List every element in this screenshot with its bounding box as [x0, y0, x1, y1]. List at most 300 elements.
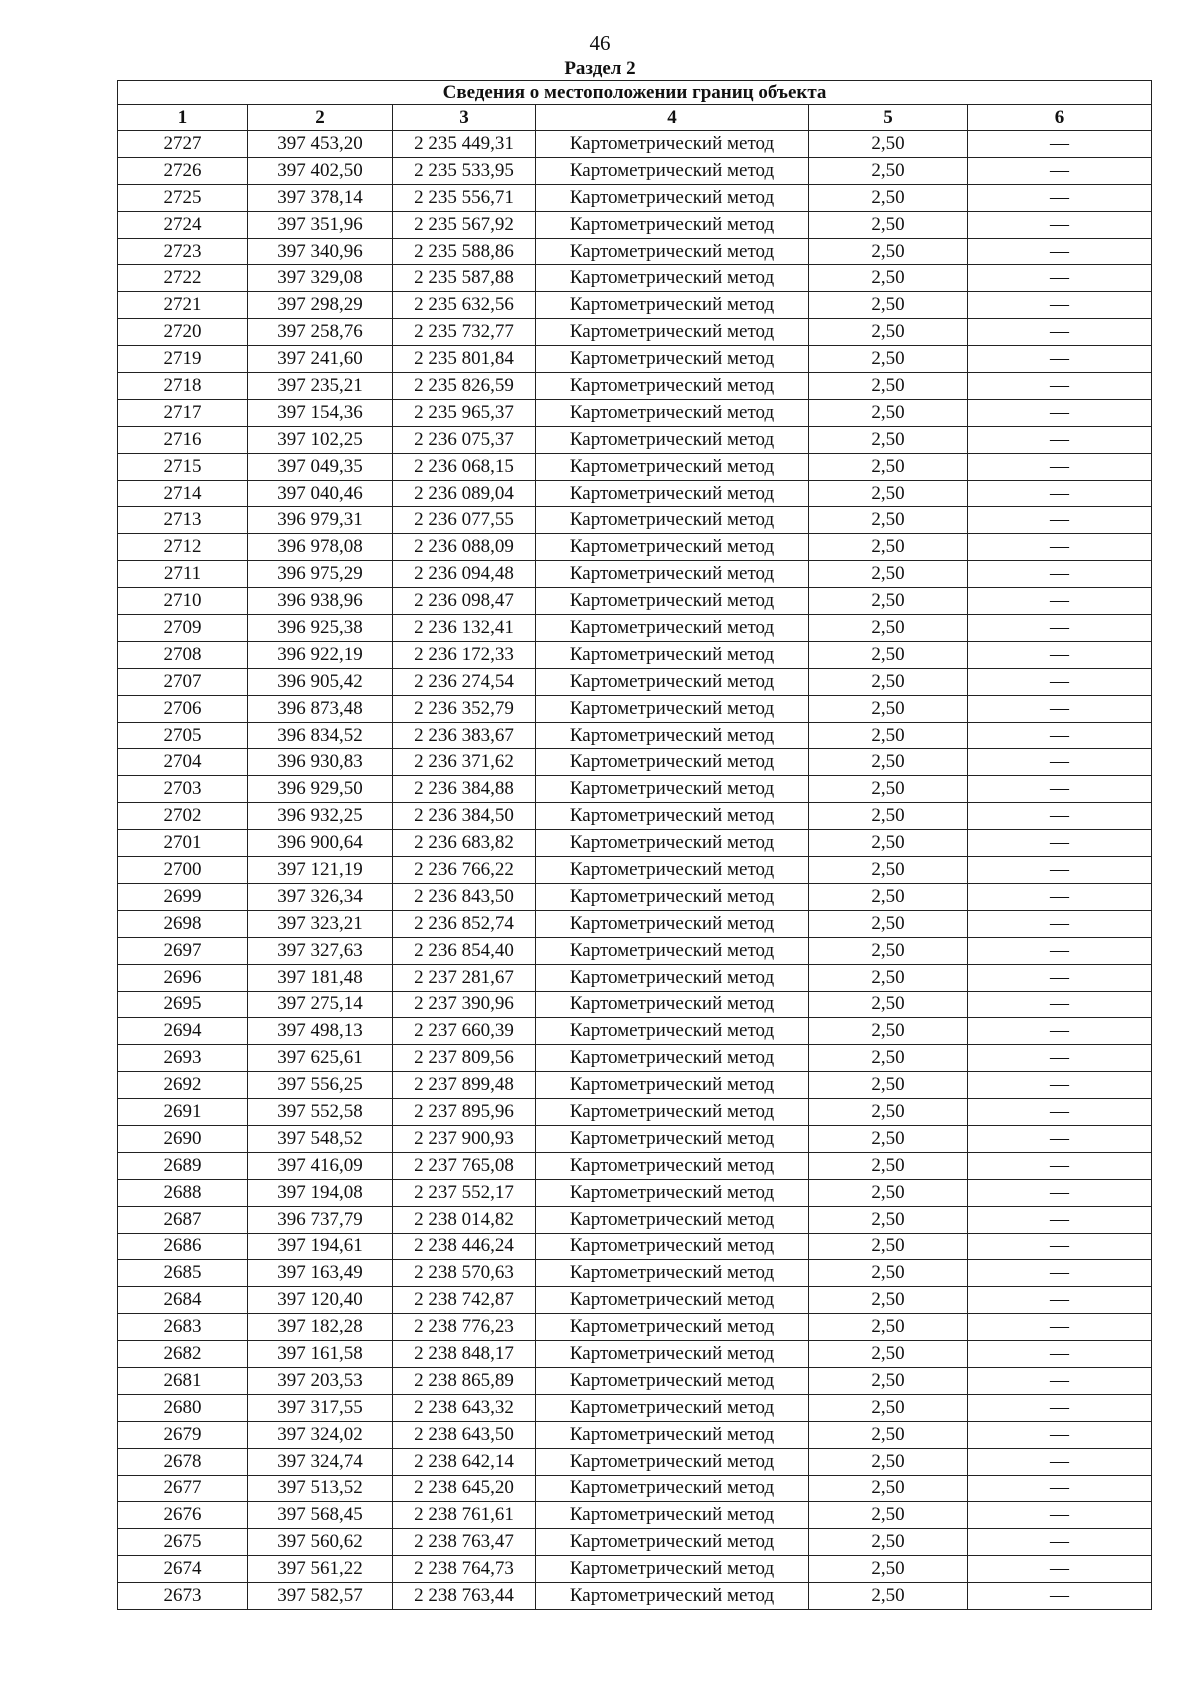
- table-row: [118, 1206, 1152, 1233]
- table-row: [118, 668, 1152, 695]
- point-number-cell: 2684: [118, 1287, 248, 1314]
- x-coordinate-cell: 397 102,25: [248, 426, 393, 453]
- point-number-cell: 2674: [118, 1556, 248, 1583]
- method-cell: Картометрический метод: [536, 1233, 809, 1260]
- method-cell: Картометрический метод: [536, 346, 809, 373]
- x-coordinate-cell: 397 625,61: [248, 1045, 393, 1072]
- table-row: [118, 1233, 1152, 1260]
- table-body: [118, 131, 1152, 1610]
- point-number-cell: 2690: [118, 1125, 248, 1152]
- method-cell: Картометрический метод: [536, 830, 809, 857]
- accuracy-cell: 2,50: [809, 1556, 968, 1583]
- x-coordinate-cell: 396 978,08: [248, 534, 393, 561]
- x-coordinate-cell: 397 324,02: [248, 1421, 393, 1448]
- accuracy-cell: 2,50: [809, 346, 968, 373]
- accuracy-cell: 2,50: [809, 588, 968, 615]
- description-cell: —: [968, 1529, 1152, 1556]
- x-coordinate-cell: 397 582,57: [248, 1583, 393, 1610]
- accuracy-cell: 2,50: [809, 1152, 968, 1179]
- description-cell: —: [968, 749, 1152, 776]
- y-coordinate-cell: 2 235 826,59: [393, 373, 536, 400]
- description-cell: —: [968, 534, 1152, 561]
- method-cell: Картометрический метод: [536, 964, 809, 991]
- point-number-cell: 2703: [118, 776, 248, 803]
- column-header: 4: [536, 105, 809, 131]
- point-number-cell: 2710: [118, 588, 248, 615]
- table-row: [118, 453, 1152, 480]
- column-header: 3: [393, 105, 536, 131]
- column-header: 1: [118, 105, 248, 131]
- table-row: [118, 1125, 1152, 1152]
- x-coordinate-cell: 397 154,36: [248, 399, 393, 426]
- point-number-cell: 2689: [118, 1152, 248, 1179]
- x-coordinate-cell: 396 979,31: [248, 507, 393, 534]
- x-coordinate-cell: 397 552,58: [248, 1099, 393, 1126]
- y-coordinate-cell: 2 236 384,88: [393, 776, 536, 803]
- description-cell: —: [968, 1152, 1152, 1179]
- table-row: [118, 399, 1152, 426]
- point-number-cell: 2720: [118, 319, 248, 346]
- y-coordinate-cell: 2 238 848,17: [393, 1341, 536, 1368]
- table-caption-row: [118, 81, 1152, 105]
- description-cell: —: [968, 722, 1152, 749]
- description-cell: —: [968, 157, 1152, 184]
- table-row: [118, 910, 1152, 937]
- table-row: [118, 238, 1152, 265]
- accuracy-cell: 2,50: [809, 641, 968, 668]
- description-cell: —: [968, 1556, 1152, 1583]
- y-coordinate-cell: 2 236 683,82: [393, 830, 536, 857]
- y-coordinate-cell: 2 236 852,74: [393, 910, 536, 937]
- point-number-cell: 2708: [118, 641, 248, 668]
- table-row: [118, 1502, 1152, 1529]
- description-cell: —: [968, 910, 1152, 937]
- y-coordinate-cell: 2 235 587,88: [393, 265, 536, 292]
- method-cell: Картометрический метод: [536, 265, 809, 292]
- description-cell: —: [968, 1125, 1152, 1152]
- x-coordinate-cell: 397 561,22: [248, 1556, 393, 1583]
- x-coordinate-cell: 396 834,52: [248, 722, 393, 749]
- x-coordinate-cell: 397 568,45: [248, 1502, 393, 1529]
- point-number-cell: 2691: [118, 1099, 248, 1126]
- y-coordinate-cell: 2 238 643,50: [393, 1421, 536, 1448]
- y-coordinate-cell: 2 235 965,37: [393, 399, 536, 426]
- point-number-cell: 2676: [118, 1502, 248, 1529]
- x-coordinate-cell: 396 925,38: [248, 615, 393, 642]
- table-row: [118, 1448, 1152, 1475]
- accuracy-cell: 2,50: [809, 1502, 968, 1529]
- accuracy-cell: 2,50: [809, 991, 968, 1018]
- description-cell: —: [968, 1179, 1152, 1206]
- point-number-cell: 2712: [118, 534, 248, 561]
- point-number-cell: 2692: [118, 1072, 248, 1099]
- table-row: [118, 1421, 1152, 1448]
- table-row: [118, 319, 1152, 346]
- x-coordinate-cell: 397 182,28: [248, 1314, 393, 1341]
- x-coordinate-cell: 397 498,13: [248, 1018, 393, 1045]
- x-coordinate-cell: 396 900,64: [248, 830, 393, 857]
- x-coordinate-cell: 396 938,96: [248, 588, 393, 615]
- y-coordinate-cell: 2 235 588,86: [393, 238, 536, 265]
- point-number-cell: 2705: [118, 722, 248, 749]
- table-row: [118, 346, 1152, 373]
- table-row: [118, 803, 1152, 830]
- description-cell: —: [968, 1099, 1152, 1126]
- method-cell: Картометрический метод: [536, 722, 809, 749]
- section-title: Раздел 2: [564, 58, 636, 79]
- point-number-cell: 2679: [118, 1421, 248, 1448]
- y-coordinate-cell: 2 236 132,41: [393, 615, 536, 642]
- y-coordinate-cell: 2 236 274,54: [393, 668, 536, 695]
- y-coordinate-cell: 2 236 384,50: [393, 803, 536, 830]
- y-coordinate-cell: 2 235 632,56: [393, 292, 536, 319]
- method-cell: Картометрический метод: [536, 453, 809, 480]
- method-cell: Картометрический метод: [536, 615, 809, 642]
- description-cell: —: [968, 373, 1152, 400]
- point-number-cell: 2700: [118, 857, 248, 884]
- x-coordinate-cell: 396 873,48: [248, 695, 393, 722]
- accuracy-cell: 2,50: [809, 668, 968, 695]
- y-coordinate-cell: 2 236 077,55: [393, 507, 536, 534]
- y-coordinate-cell: 2 236 371,62: [393, 749, 536, 776]
- point-number-cell: 2724: [118, 211, 248, 238]
- method-cell: Картометрический метод: [536, 1475, 809, 1502]
- accuracy-cell: 2,50: [809, 211, 968, 238]
- accuracy-cell: 2,50: [809, 937, 968, 964]
- table-row: [118, 1529, 1152, 1556]
- accuracy-cell: 2,50: [809, 722, 968, 749]
- table-row: [118, 1394, 1152, 1421]
- x-coordinate-cell: 397 194,61: [248, 1233, 393, 1260]
- table-row: [118, 830, 1152, 857]
- point-number-cell: 2704: [118, 749, 248, 776]
- y-coordinate-cell: 2 235 533,95: [393, 157, 536, 184]
- method-cell: Картометрический метод: [536, 749, 809, 776]
- point-number-cell: 2711: [118, 561, 248, 588]
- table-row: [118, 964, 1152, 991]
- accuracy-cell: 2,50: [809, 1045, 968, 1072]
- accuracy-cell: 2,50: [809, 561, 968, 588]
- table-row: [118, 507, 1152, 534]
- y-coordinate-cell: 2 238 645,20: [393, 1475, 536, 1502]
- accuracy-cell: 2,50: [809, 292, 968, 319]
- method-cell: Картометрический метод: [536, 373, 809, 400]
- method-cell: Картометрический метод: [536, 211, 809, 238]
- description-cell: —: [968, 292, 1152, 319]
- accuracy-cell: 2,50: [809, 883, 968, 910]
- method-cell: Картометрический метод: [536, 803, 809, 830]
- accuracy-cell: 2,50: [809, 749, 968, 776]
- point-number-cell: 2682: [118, 1341, 248, 1368]
- description-cell: —: [968, 1367, 1152, 1394]
- point-number-cell: 2722: [118, 265, 248, 292]
- y-coordinate-cell: 2 237 899,48: [393, 1072, 536, 1099]
- y-coordinate-cell: 2 236 352,79: [393, 695, 536, 722]
- x-coordinate-cell: 397 556,25: [248, 1072, 393, 1099]
- accuracy-cell: 2,50: [809, 1367, 968, 1394]
- description-cell: —: [968, 883, 1152, 910]
- column-header: 6: [968, 105, 1152, 131]
- point-number-cell: 2688: [118, 1179, 248, 1206]
- table-row: [118, 722, 1152, 749]
- point-number-cell: 2701: [118, 830, 248, 857]
- point-number-cell: 2715: [118, 453, 248, 480]
- table-row: [118, 184, 1152, 211]
- y-coordinate-cell: 2 236 172,33: [393, 641, 536, 668]
- y-coordinate-cell: 2 237 809,56: [393, 1045, 536, 1072]
- point-number-cell: 2702: [118, 803, 248, 830]
- table-row: [118, 937, 1152, 964]
- table-row: [118, 211, 1152, 238]
- method-cell: Картометрический метод: [536, 184, 809, 211]
- method-cell: Картометрический метод: [536, 991, 809, 1018]
- table-row: [118, 1341, 1152, 1368]
- table-row: [118, 480, 1152, 507]
- method-cell: Картометрический метод: [536, 131, 809, 158]
- accuracy-cell: 2,50: [809, 238, 968, 265]
- accuracy-cell: 2,50: [809, 1099, 968, 1126]
- column-header: 2: [248, 105, 393, 131]
- method-cell: Картометрический метод: [536, 1341, 809, 1368]
- coordinates-table: [117, 80, 1152, 1610]
- accuracy-cell: 2,50: [809, 695, 968, 722]
- description-cell: —: [968, 346, 1152, 373]
- method-cell: Картометрический метод: [536, 1287, 809, 1314]
- y-coordinate-cell: 2 238 643,32: [393, 1394, 536, 1421]
- x-coordinate-cell: 397 049,35: [248, 453, 393, 480]
- description-cell: —: [968, 1260, 1152, 1287]
- table-row: [118, 373, 1152, 400]
- point-number-cell: 2725: [118, 184, 248, 211]
- table-row: [118, 157, 1152, 184]
- table-row: [118, 883, 1152, 910]
- method-cell: Картометрический метод: [536, 937, 809, 964]
- table-row: [118, 991, 1152, 1018]
- description-cell: —: [968, 1583, 1152, 1610]
- method-cell: Картометрический метод: [536, 1206, 809, 1233]
- method-cell: Картометрический метод: [536, 426, 809, 453]
- point-number-cell: 2695: [118, 991, 248, 1018]
- description-cell: —: [968, 238, 1152, 265]
- description-cell: —: [968, 265, 1152, 292]
- description-cell: —: [968, 668, 1152, 695]
- y-coordinate-cell: 2 237 900,93: [393, 1125, 536, 1152]
- point-number-cell: 2697: [118, 937, 248, 964]
- table-header-row: [118, 105, 1152, 131]
- description-cell: —: [968, 1233, 1152, 1260]
- description-cell: —: [968, 776, 1152, 803]
- description-cell: —: [968, 131, 1152, 158]
- accuracy-cell: 2,50: [809, 1072, 968, 1099]
- method-cell: Картометрический метод: [536, 883, 809, 910]
- y-coordinate-cell: 2 236 843,50: [393, 883, 536, 910]
- point-number-cell: 2685: [118, 1260, 248, 1287]
- accuracy-cell: 2,50: [809, 1314, 968, 1341]
- accuracy-cell: 2,50: [809, 1341, 968, 1368]
- description-cell: —: [968, 507, 1152, 534]
- x-coordinate-cell: 397 163,49: [248, 1260, 393, 1287]
- method-cell: Картометрический метод: [536, 1072, 809, 1099]
- table-row: [118, 1099, 1152, 1126]
- method-cell: Картометрический метод: [536, 507, 809, 534]
- description-cell: —: [968, 1018, 1152, 1045]
- y-coordinate-cell: 2 235 732,77: [393, 319, 536, 346]
- description-cell: —: [968, 641, 1152, 668]
- description-cell: —: [968, 1475, 1152, 1502]
- x-coordinate-cell: 397 323,21: [248, 910, 393, 937]
- method-cell: Картометрический метод: [536, 1394, 809, 1421]
- table-row: [118, 1556, 1152, 1583]
- method-cell: Картометрический метод: [536, 1152, 809, 1179]
- table-row: [118, 265, 1152, 292]
- method-cell: Картометрический метод: [536, 157, 809, 184]
- point-number-cell: 2716: [118, 426, 248, 453]
- y-coordinate-cell: 2 235 801,84: [393, 346, 536, 373]
- accuracy-cell: 2,50: [809, 319, 968, 346]
- method-cell: Картометрический метод: [536, 776, 809, 803]
- x-coordinate-cell: 397 329,08: [248, 265, 393, 292]
- accuracy-cell: 2,50: [809, 157, 968, 184]
- y-coordinate-cell: 2 236 075,37: [393, 426, 536, 453]
- method-cell: Картометрический метод: [536, 292, 809, 319]
- point-number-cell: 2706: [118, 695, 248, 722]
- x-coordinate-cell: 396 932,25: [248, 803, 393, 830]
- table-row: [118, 641, 1152, 668]
- x-coordinate-cell: 397 560,62: [248, 1529, 393, 1556]
- x-coordinate-cell: 397 298,29: [248, 292, 393, 319]
- y-coordinate-cell: 2 238 742,87: [393, 1287, 536, 1314]
- accuracy-cell: 2,50: [809, 1233, 968, 1260]
- accuracy-cell: 2,50: [809, 480, 968, 507]
- method-cell: Картометрический метод: [536, 561, 809, 588]
- point-number-cell: 2677: [118, 1475, 248, 1502]
- y-coordinate-cell: 2 236 088,09: [393, 534, 536, 561]
- y-coordinate-cell: 2 236 098,47: [393, 588, 536, 615]
- point-number-cell: 2683: [118, 1314, 248, 1341]
- y-coordinate-cell: 2 238 014,82: [393, 1206, 536, 1233]
- x-coordinate-cell: 397 040,46: [248, 480, 393, 507]
- x-coordinate-cell: 396 905,42: [248, 668, 393, 695]
- table-row: [118, 1179, 1152, 1206]
- table-row: [118, 857, 1152, 884]
- y-coordinate-cell: 2 238 763,44: [393, 1583, 536, 1610]
- description-cell: —: [968, 1045, 1152, 1072]
- y-coordinate-cell: 2 237 281,67: [393, 964, 536, 991]
- description-cell: —: [968, 399, 1152, 426]
- x-coordinate-cell: 397 378,14: [248, 184, 393, 211]
- x-coordinate-cell: 397 513,52: [248, 1475, 393, 1502]
- accuracy-cell: 2,50: [809, 830, 968, 857]
- description-cell: —: [968, 857, 1152, 884]
- x-coordinate-cell: 397 161,58: [248, 1341, 393, 1368]
- x-coordinate-cell: 397 327,63: [248, 937, 393, 964]
- point-number-cell: 2699: [118, 883, 248, 910]
- y-coordinate-cell: 2 238 570,63: [393, 1260, 536, 1287]
- method-cell: Картометрический метод: [536, 641, 809, 668]
- method-cell: Картометрический метод: [536, 1529, 809, 1556]
- method-cell: Картометрический метод: [536, 1125, 809, 1152]
- description-cell: —: [968, 184, 1152, 211]
- table-row: [118, 292, 1152, 319]
- description-cell: —: [968, 615, 1152, 642]
- table-row: [118, 1072, 1152, 1099]
- point-number-cell: 2718: [118, 373, 248, 400]
- method-cell: Картометрический метод: [536, 399, 809, 426]
- table-row: [118, 131, 1152, 158]
- method-cell: Картометрический метод: [536, 1260, 809, 1287]
- y-coordinate-cell: 2 237 390,96: [393, 991, 536, 1018]
- accuracy-cell: 2,50: [809, 131, 968, 158]
- description-cell: —: [968, 991, 1152, 1018]
- point-number-cell: 2709: [118, 615, 248, 642]
- y-coordinate-cell: 2 236 383,67: [393, 722, 536, 749]
- description-cell: —: [968, 1421, 1152, 1448]
- table-row: [118, 1287, 1152, 1314]
- y-coordinate-cell: 2 237 895,96: [393, 1099, 536, 1126]
- method-cell: Картометрический метод: [536, 1099, 809, 1126]
- y-coordinate-cell: 2 236 766,22: [393, 857, 536, 884]
- accuracy-cell: 2,50: [809, 534, 968, 561]
- x-coordinate-cell: 397 120,40: [248, 1287, 393, 1314]
- method-cell: Картометрический метод: [536, 534, 809, 561]
- y-coordinate-cell: 2 236 094,48: [393, 561, 536, 588]
- method-cell: Картометрический метод: [536, 1045, 809, 1072]
- point-number-cell: 2726: [118, 157, 248, 184]
- accuracy-cell: 2,50: [809, 803, 968, 830]
- description-cell: —: [968, 453, 1152, 480]
- y-coordinate-cell: 2 235 556,71: [393, 184, 536, 211]
- table-row: [118, 1152, 1152, 1179]
- description-cell: —: [968, 803, 1152, 830]
- table-row: [118, 1314, 1152, 1341]
- y-coordinate-cell: 2 238 446,24: [393, 1233, 536, 1260]
- accuracy-cell: 2,50: [809, 1529, 968, 1556]
- method-cell: Картометрический метод: [536, 1583, 809, 1610]
- method-cell: Картометрический метод: [536, 857, 809, 884]
- method-cell: Картометрический метод: [536, 1502, 809, 1529]
- accuracy-cell: 2,50: [809, 507, 968, 534]
- method-cell: Картометрический метод: [536, 1556, 809, 1583]
- point-number-cell: 2673: [118, 1583, 248, 1610]
- x-coordinate-cell: 397 241,60: [248, 346, 393, 373]
- x-coordinate-cell: 397 258,76: [248, 319, 393, 346]
- x-coordinate-cell: 396 930,83: [248, 749, 393, 776]
- column-header: 5: [809, 105, 968, 131]
- y-coordinate-cell: 2 238 642,14: [393, 1448, 536, 1475]
- accuracy-cell: 2,50: [809, 857, 968, 884]
- point-number-cell: 2721: [118, 292, 248, 319]
- method-cell: Картометрический метод: [536, 588, 809, 615]
- table-row: [118, 1018, 1152, 1045]
- point-number-cell: 2675: [118, 1529, 248, 1556]
- table-title: Сведения о местоположении границ объекта: [118, 81, 1152, 105]
- x-coordinate-cell: 397 326,34: [248, 883, 393, 910]
- x-coordinate-cell: 397 548,52: [248, 1125, 393, 1152]
- accuracy-cell: 2,50: [809, 1475, 968, 1502]
- point-number-cell: 2694: [118, 1018, 248, 1045]
- description-cell: —: [968, 426, 1152, 453]
- point-number-cell: 2687: [118, 1206, 248, 1233]
- x-coordinate-cell: 397 340,96: [248, 238, 393, 265]
- method-cell: Картометрический метод: [536, 480, 809, 507]
- method-cell: Картометрический метод: [536, 1179, 809, 1206]
- table-row: [118, 534, 1152, 561]
- description-cell: —: [968, 830, 1152, 857]
- accuracy-cell: 2,50: [809, 426, 968, 453]
- method-cell: Картометрический метод: [536, 668, 809, 695]
- method-cell: Картометрический метод: [536, 1367, 809, 1394]
- y-coordinate-cell: 2 236 089,04: [393, 480, 536, 507]
